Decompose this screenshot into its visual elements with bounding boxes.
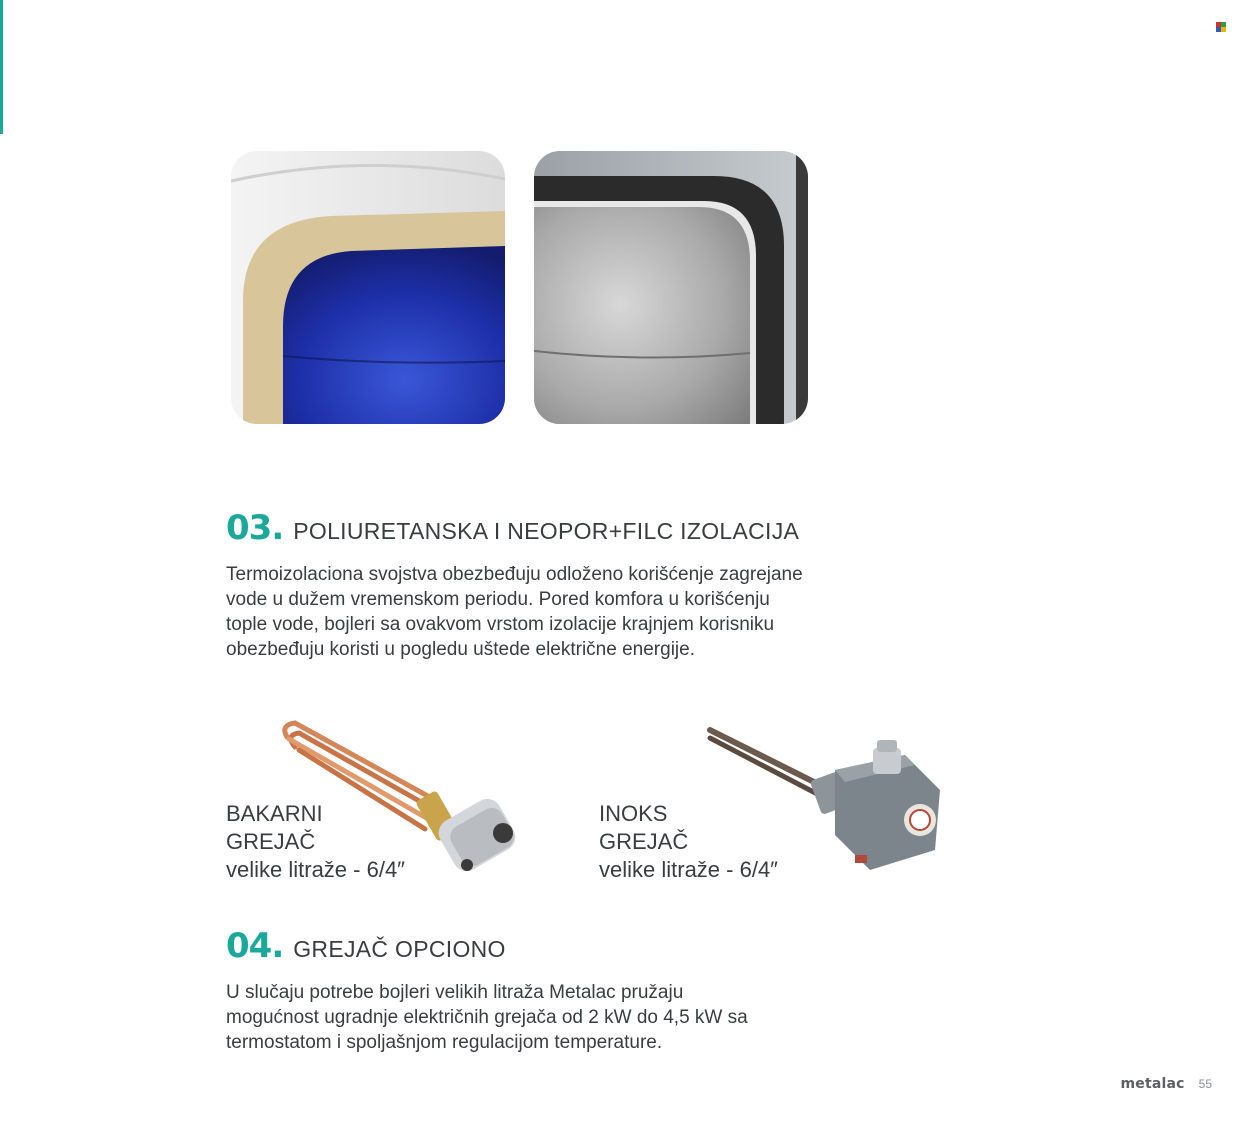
paragraph-line: obezbeđuju koristi u pogledu uštede električne energije.	[226, 639, 695, 660]
heater-label-line: velike litraže - 6/4″	[226, 857, 405, 882]
section-title: POLIURETANSKA I NEOPOR+FILC IZOLACIJA	[293, 518, 800, 544]
paragraph-line: Termoizolaciona svojstva obezbeđuju odloženo korišćenje zagrejane	[226, 564, 803, 585]
paragraph-line: U slučaju potrebe bojleri velikih litraža Metalac pružaju	[226, 982, 684, 1003]
heater-label-line: BAKARNI	[226, 801, 323, 826]
heater-label-line: velike litraže - 6/4″	[599, 857, 778, 882]
corner-logo-mark-icon	[1216, 22, 1226, 32]
section-03-paragraph	[226, 562, 803, 662]
brand-logo: metalac	[1120, 1076, 1185, 1092]
page-number: 55	[1198, 1077, 1212, 1091]
heater-label-line: GREJAČ	[599, 829, 689, 854]
copper-heater-image	[275, 715, 530, 895]
section-03-heading	[226, 508, 799, 548]
polyurethane-insulation-photo	[231, 151, 505, 424]
inox-heater-image	[705, 720, 945, 888]
section-04-paragraph	[226, 980, 748, 1055]
paragraph-line: tople vode, bojleri sa ovakvom vrstom izolacije krajnjem korisniku	[226, 614, 775, 635]
paragraph-line: termostatom i spoljašnjom regulacijom temperature.	[226, 1032, 663, 1053]
paragraph-line: mogućnost ugradnje električnih grejača od 2 kW do 4,5 kW sa	[226, 1007, 748, 1028]
accent-bar	[0, 0, 3, 134]
heater-label-line: GREJAČ	[226, 829, 316, 854]
section-title: GREJAČ OPCIONO	[293, 936, 506, 962]
heater-label-line: INOKS	[599, 801, 668, 826]
paragraph-line: vode u dužem vremenskom periodu. Pored komfora u korišćenju	[226, 589, 770, 610]
section-number: 03.	[226, 508, 284, 548]
neopor-felt-insulation-photo	[534, 151, 808, 424]
page-footer	[1120, 1076, 1212, 1092]
section-number: 04.	[226, 926, 284, 966]
section-04-heading	[226, 926, 506, 966]
